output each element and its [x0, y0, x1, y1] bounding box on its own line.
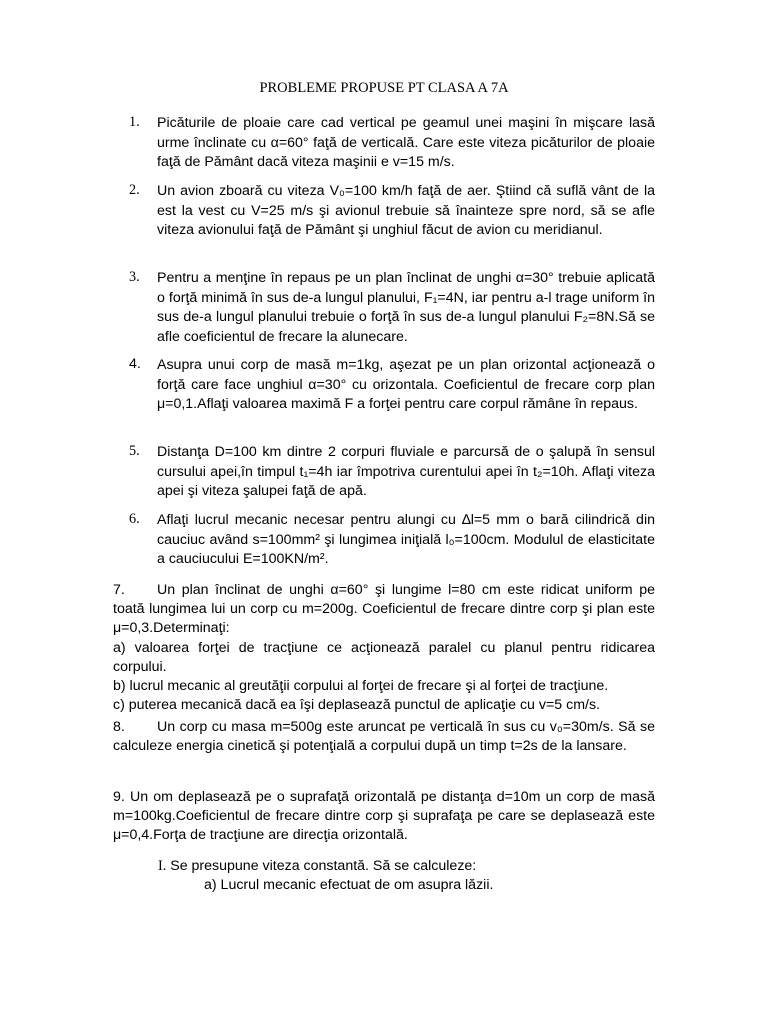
- problem-text: Asupra unui corp de masă m=1kg, aşezat pe un plan orizontal acţionează o forţă care face unghiul α=30° cu orizontala. Coeficientul de frecare corp plan μ=0,1.Aflaţi valoarea maximă F a forţei pentru care corpul rămâne în repaus.: [157, 357, 655, 412]
- problem-number: 4.: [129, 356, 141, 372]
- problem-number: 5.: [129, 443, 140, 459]
- problem-number: 7.: [113, 582, 125, 598]
- problem-9-subsection: [158, 857, 476, 876]
- problem-number: 1.: [129, 114, 140, 130]
- problem-7-part-c: c) puterea mecanică dacă ea îşi deplasează punctul de aplicaţie cu v=5 cm/s.: [113, 697, 600, 714]
- problem-number: 2.: [129, 182, 140, 198]
- problem-7: [113, 581, 655, 715]
- problem-number: 8.: [113, 719, 125, 735]
- problem-number: 6.: [129, 511, 140, 527]
- subsection-text: Se presupune viteza constantă. Să se calculeze:: [170, 858, 477, 874]
- problem-9-part-a: a) Lucrul mecanic efectuat de om asupra lăzii.: [204, 877, 494, 893]
- problem-9: [113, 788, 655, 846]
- problem-text: Pentru a menţine în repaus pe un plan înclinat de unghi α=30° trebuie aplicată o forţă minimă în sus de-a lungul planului, F₁=4N, iar pentru a-l trage uniform în sus de-a lungul planului trebuie o forţă în sus de-a lungul planului F₂=8N.Să se afle coeficientul de frecare la alunecare.: [157, 270, 655, 345]
- problem-text: Aflaţi lucrul mecanic necesar pentru alungi cu ∆l=5 mm o bară cilindrică din cauciuc având s=100mm² şi lungimea iniţială l₀=100cm. Modulul de elasticitate a cauciucului E=100KN/m².: [157, 512, 655, 567]
- problem-text: Un avion zboară cu viteza V₀=100 km/h faţă de aer. Ştiind că suflă vânt de la est la vest cu V=25 m/s şi avionul trebuie să înainteze spre nord, să se afle viteza avionului faţă de Pământ şi unghiul făcut de avion cu meridianul.: [157, 183, 655, 238]
- problem-7-intro: [113, 581, 655, 639]
- problem-number: 3.: [129, 269, 140, 285]
- roman-numeral: I.: [158, 858, 167, 874]
- problem-text: 9. Un om deplasează pe o suprafaţă orizontală pe distanţa d=10m un corp de masă m=100kg.Coeficientul de frecare dintre corp şi suprafaţa pe care se deplasează este μ=0,4.Forţa de tracţiune are direcţia orizontală.: [113, 789, 655, 844]
- problem-text: Picăturile de ploaie care cad vertical pe geamul unei maşini în mişcare lasă urme înclinate cu α=60° faţă de verticală. Care este viteza picăturilor de ploaie faţă de Pământ dacă viteza maşinii e v=15 m/s.: [157, 115, 655, 170]
- problem-text: Un corp cu masa m=500g este aruncat pe verticală în sus cu v₀=30m/s. Să se calculeze energia cinetică şi potenţială a corpului după un timp t=2s de la lansare.: [113, 719, 655, 755]
- problem-text: Distanţa D=100 km dintre 2 corpuri fluviale e parcursă de o şalupă în sensul cursului apei,în timpul t₁=4h iar împotriva curentului apei în t₂=10h. Aflaţi viteza apei şi viteza şalupei faţă de apă.: [157, 444, 655, 499]
- problem-7-part-a: a) valoarea forţei de tracţiune ce acţionează paralel cu planul pentru ridicarea corpului.: [113, 639, 655, 675]
- problem-7-part-b: b) lucrul mecanic al greutăţii corpului al forţei de frecare şi al forţei de tracţiune.: [113, 678, 609, 695]
- problem-text: Un plan înclinat de unghi α=60° şi lungime l=80 cm este ridicat uniform pe toată lungimea lui un corp cu m=200g. Coeficientul de frecare dintre corp şi plan este μ=0,3.Determinaţi:: [113, 582, 655, 637]
- problem-8: [113, 718, 655, 756]
- page-title: PROBLEME PROPUSE PT CLASA A 7A: [259, 80, 509, 96]
